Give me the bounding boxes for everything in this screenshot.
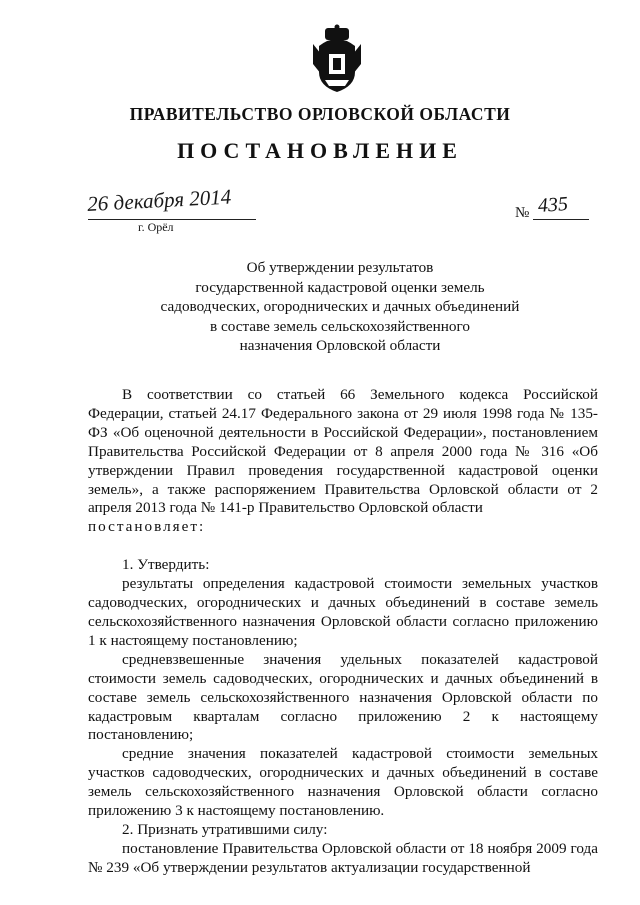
date-handwritten: 26 декабря 2014 [86, 184, 232, 217]
item-1-heading: 1. Утвердить: [122, 556, 210, 574]
spacer [88, 537, 598, 556]
item-2-heading: 2. Признать утратившими силу: [122, 820, 328, 838]
item-2-paragraph: постановление Правительства Орловской области от 18 ноября 2009 года № 239 «Об утверждении результатов актуализации государственной [88, 839, 598, 876]
subject-line: государственной кадастровой оценки земель [195, 278, 485, 296]
government-title: ПРАВИТЕЛЬСТВО ОРЛОВСКОЙ ОБЛАСТИ [129, 104, 511, 124]
coat-of-arms-emblem [311, 24, 363, 94]
subject-line: назначения Орловской области [239, 337, 441, 355]
city-label: г. Орёл [138, 220, 174, 234]
number-label: № [515, 205, 530, 221]
item-1-paragraph: средние значения показателей кадастровой стоимости земельных участков садоводческих, огороднических и дачных объединений в составе земель сельскохозяйственного назначения Орловской области согласно приложению 3 к настоящему постановлению. [88, 745, 598, 820]
preamble-paragraph: В соответствии со статьей 66 Земельного кодекса Российской Федерации, статьей 24.17 Федерального закона от 29 июля 1998 года № 135-ФЗ «Об оценочной деятельности в Российской Федерации», постановлением Правительства Российской Федерации от 8 апреля 2000 года № 316 «Об утверждении Правил проведения государственной кадастровой оценки земель», а также распоряжением Правительства Орловской области от 2 апреля 2013 года № 141-р Правительство Орловской области [88, 386, 598, 517]
document-body [88, 386, 598, 878]
number-underline [533, 219, 589, 220]
resolves-word: постановляет: [88, 518, 206, 536]
subject-line: в составе земель сельскохозяйственного [210, 317, 470, 335]
subject-line: Об утверждении результатов [246, 259, 434, 276]
number-handwritten: 435 [537, 192, 569, 218]
item-1-paragraph: средневзвешенные значения удельных показателей кадастровой стоимости земель садоводческих, огороднических и дачных объединений в составе земель сельскохозяйственного назначения Орловской области по кадастровым кварталам согласно приложению 2 к настоящему постановлению; [88, 650, 598, 744]
item-1-paragraph: результаты определения кадастровой стоимости земельных участков садоводческих, огороднических и дачных объединений в составе земель сельскохозяйственного назначения Орловской области согласно приложению 1 к настоящему постановлению; [88, 575, 598, 649]
subject-block [150, 258, 530, 356]
document-type: ПОСТАНОВЛЕНИЕ [177, 138, 463, 163]
subject-line: садоводческих, огороднических и дачных объединений [160, 298, 520, 316]
